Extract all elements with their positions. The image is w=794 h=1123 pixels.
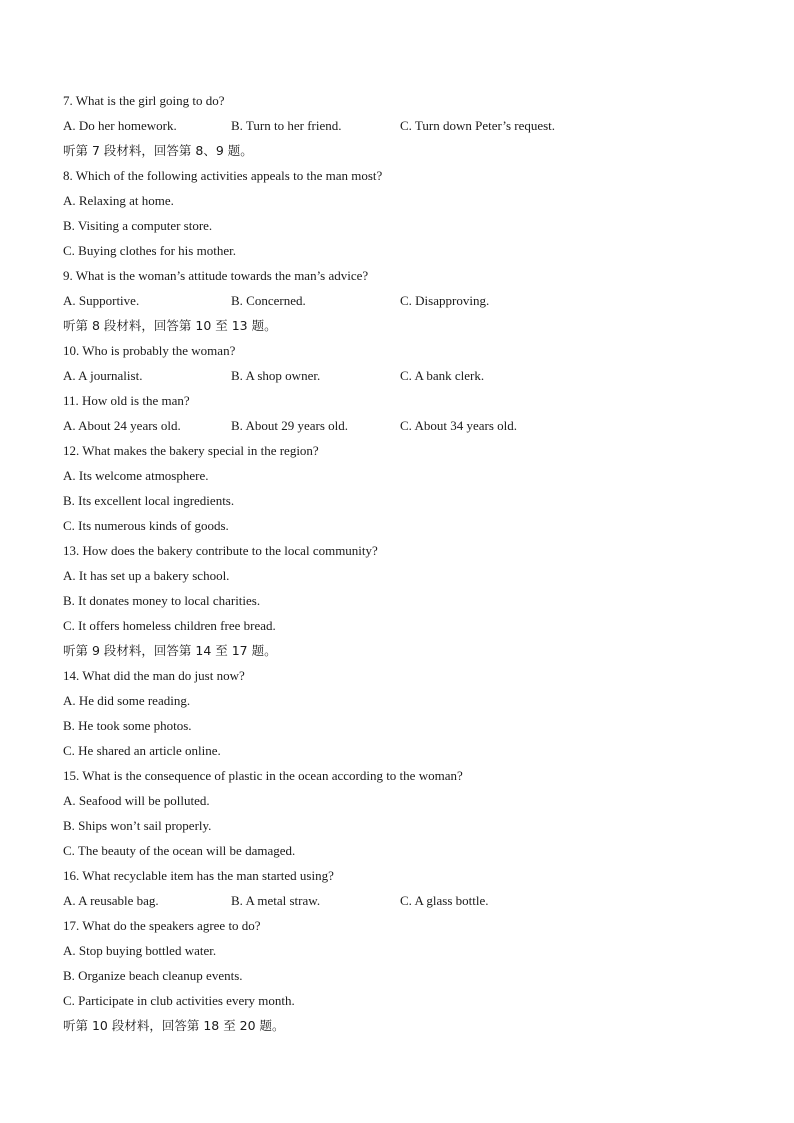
options-row-q11 [63,413,743,438]
question-12: 12. What makes the bakery special in the region? [63,443,319,458]
option-b: B. Organize beach cleanup events. [63,968,243,983]
option-a: A. He did some reading. [63,693,191,708]
option-c: C. The beauty of the ocean will be damaged. [63,843,296,858]
options-row-q9 [63,288,743,313]
option-a: A. Its welcome atmosphere. [63,468,209,483]
options-row-q10 [63,363,743,388]
option-a: A. It has set up a bakery school. [63,568,230,583]
option-b: B. A metal straw. [231,893,321,908]
question-16: 16. What recyclable item has the man started using? [63,868,334,883]
option-c: C. Its numerous kinds of goods. [63,518,229,533]
options-row-q16 [63,888,743,913]
option-b: B. Ships won’t sail properly. [63,818,212,833]
option-a: A. Do her homework. [63,118,177,133]
option-a: A. A reusable bag. [63,893,159,908]
option-a: A. Stop buying bottled water. [63,943,217,958]
option-a: A. Relaxing at home. [63,193,174,208]
question-11: 11. How old is the man? [63,393,190,408]
option-b: B. He took some photos. [63,718,192,733]
question-17: 17. What do the speakers agree to do? [63,918,261,933]
option-b: B. Concerned. [231,293,306,308]
section-header-10: 听第 10 段材料，回答第 18 至 20 题。 [63,1018,285,1033]
option-c: C. It offers homeless children free bread. [63,618,276,633]
option-c: C. He shared an article online. [63,743,221,758]
option-b: B. It donates money to local charities. [63,593,261,608]
option-c: C. A bank clerk. [400,368,485,383]
question-14: 14. What did the man do just now? [63,668,245,683]
option-c: C. Disapproving. [400,293,490,308]
option-a: A. Seafood will be polluted. [63,793,210,808]
question-13: 13. How does the bakery contribute to the local community? [63,543,378,558]
question-9: 9. What is the woman’s attitude towards the man’s advice? [63,268,369,283]
option-c: C. Buying clothes for his mother. [63,243,236,258]
option-c: C. Turn down Peter’s request. [400,118,556,133]
option-b: B. A shop owner. [231,368,321,383]
section-header-7: 听第 7 段材料，回答第 8、9 题。 [63,143,253,158]
option-b: B. Turn to her friend. [231,118,342,133]
question-10: 10. Who is probably the woman? [63,343,236,358]
option-b: B. Visiting a computer store. [63,218,213,233]
question-7: 7. What is the girl going to do? [63,93,225,108]
question-15: 15. What is the consequence of plastic in the ocean according to the woman? [63,768,463,783]
option-a: A. Supportive. [63,293,140,308]
listening-questions [63,88,743,1038]
option-b: B. Its excellent local ingredients. [63,493,235,508]
option-c: C. A glass bottle. [400,893,489,908]
option-a: A. About 24 years old. [63,418,181,433]
option-c: C. About 34 years old. [400,418,517,433]
option-a: A. A journalist. [63,368,143,383]
question-8: 8. Which of the following activities appeals to the man most? [63,168,383,183]
option-b: B. About 29 years old. [231,418,348,433]
option-c: C. Participate in club activities every month. [63,993,295,1008]
section-header-8: 听第 8 段材料，回答第 10 至 13 题。 [63,318,277,333]
section-header-9: 听第 9 段材料，回答第 14 至 17 题。 [63,643,277,658]
options-row-q7 [63,113,743,138]
